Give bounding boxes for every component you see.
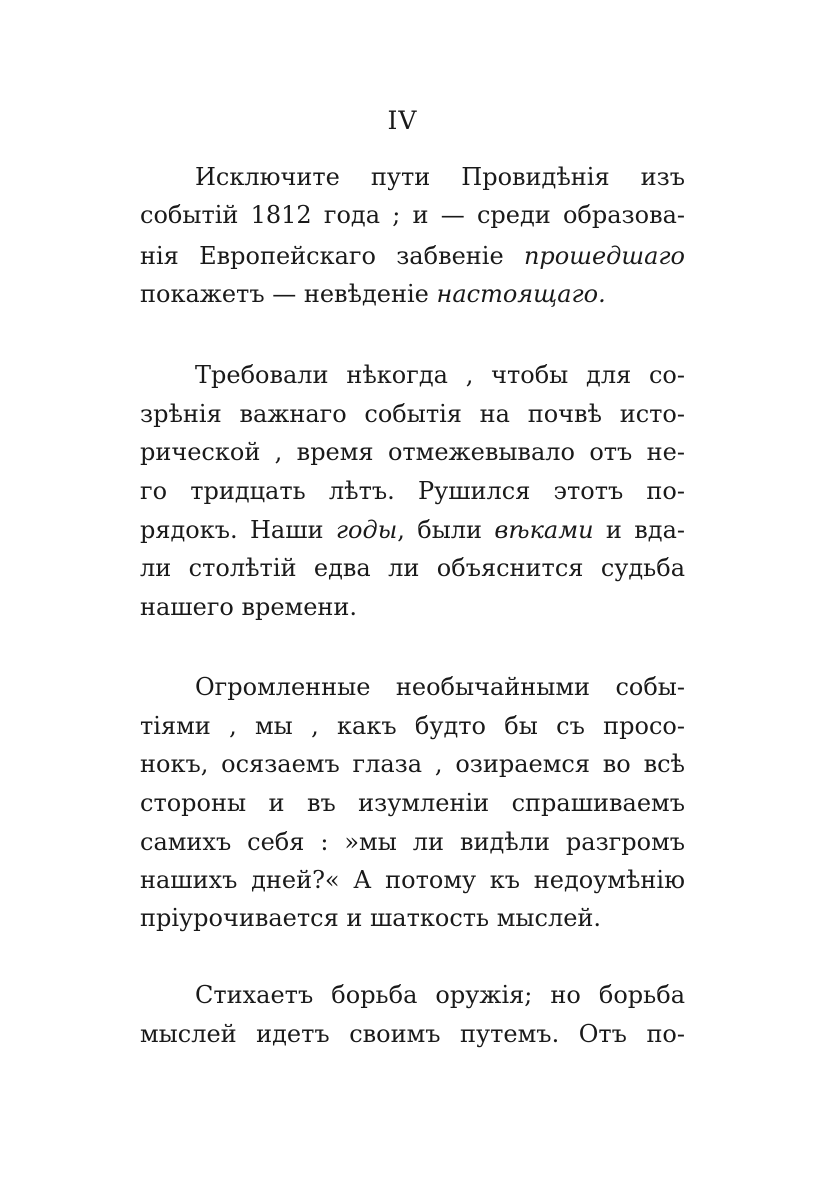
text-line — [140, 745, 685, 783]
italic-emphasis: прошедшаго — [523, 242, 685, 270]
text-run: , были — [397, 516, 495, 544]
text-line — [140, 588, 685, 626]
italic-emphasis: вѣками — [494, 516, 594, 544]
text-run: самихъ себя : »мы ли видѣли разгромъ — [140, 828, 685, 856]
text-line — [140, 784, 685, 822]
italic-emphasis: настоящаго. — [436, 280, 606, 308]
text-run: Стихаетъ борьба оружія; но борьба — [195, 981, 685, 1009]
text-run: ли столѣтій едва ли объяснится судьба — [140, 554, 685, 582]
text-line — [140, 823, 685, 861]
text-run: зрѣнія важнаго событія на почвѣ исто- — [140, 400, 685, 428]
text-run: Исключите пути Провидѣнія изъ — [195, 163, 685, 191]
text-line — [140, 237, 685, 275]
text-run: и вда- — [593, 516, 685, 544]
text-line — [195, 158, 685, 196]
text-run: го тридцать лѣтъ. Рушился этотъ по- — [140, 477, 685, 505]
text-run: нашихъ дней?« А потому къ недоумѣнію — [140, 866, 685, 894]
text-run: покажетъ — невѣденіе — [140, 280, 437, 308]
text-line — [140, 861, 685, 899]
text-run: событій 1812 года ; и — среди образова- — [140, 201, 685, 229]
text-line — [140, 196, 685, 234]
text-line — [195, 356, 685, 394]
text-line — [140, 899, 685, 937]
text-line — [140, 511, 685, 549]
text-run: рядокъ. Наши — [140, 516, 336, 544]
text-run: стороны и въ изумленіи спрашиваемъ — [140, 789, 685, 817]
text-line — [140, 472, 685, 510]
text-line — [195, 976, 685, 1014]
text-run: мыслей идетъ своимъ путемъ. Отъ по- — [140, 1020, 685, 1048]
text-line — [140, 707, 685, 745]
text-line — [140, 395, 685, 433]
page-number: IV — [387, 106, 418, 135]
text-run: рической , время отмежевывало отъ не- — [140, 438, 685, 466]
text-line — [140, 549, 685, 587]
italic-emphasis: годы — [335, 516, 398, 544]
text-run: Требовали нѣкогда , чтобы для со- — [195, 361, 685, 389]
text-run: пріурочивается и шаткость мыслей. — [140, 904, 602, 932]
text-line — [195, 668, 685, 706]
text-run: нія Европейскаго забвеніе — [140, 242, 524, 270]
text-run: Огромленные необычайными собы- — [195, 673, 685, 701]
text-run: нокъ, осязаемъ глаза , озираемся во всѣ — [140, 750, 685, 778]
text-line — [140, 1015, 685, 1053]
text-run: тіями , мы , какъ будто бы съ просо- — [140, 712, 685, 740]
text-line — [140, 275, 685, 313]
text-line — [140, 433, 685, 471]
text-run: нашего времени. — [140, 593, 358, 621]
